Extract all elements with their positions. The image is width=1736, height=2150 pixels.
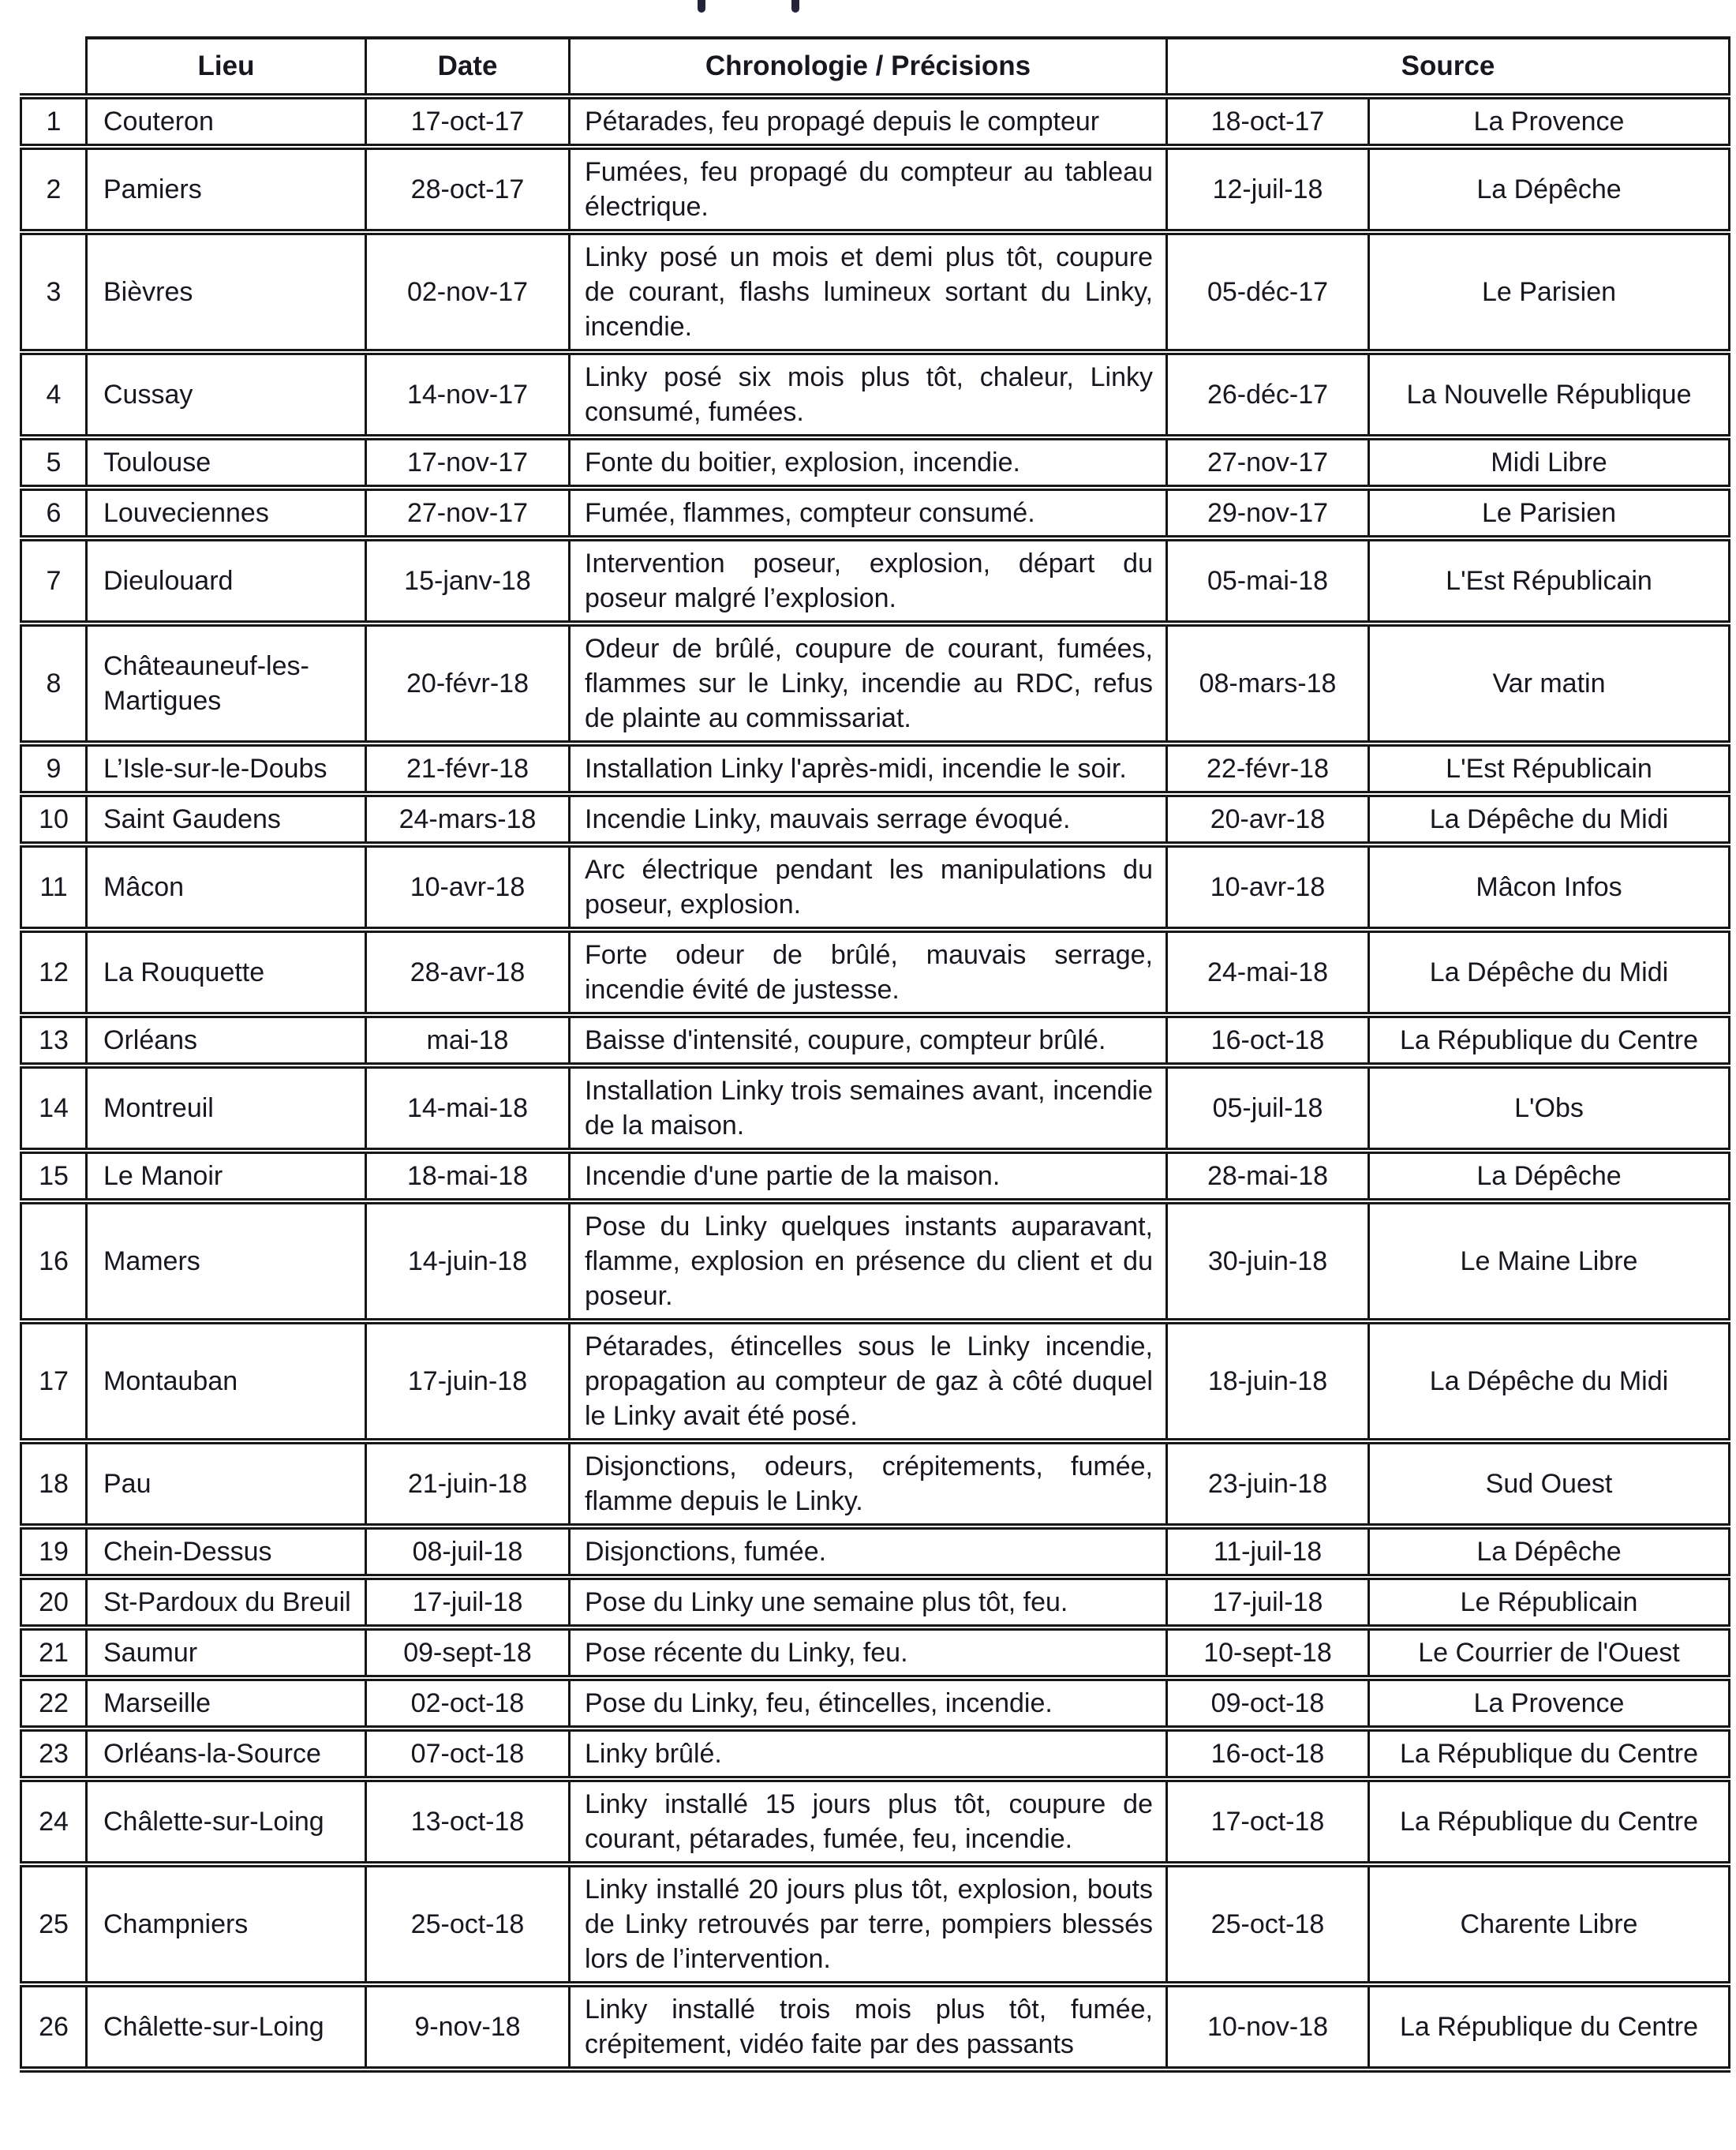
incident-date-cell: 20-févr-18	[366, 624, 570, 744]
cropped-title-fragment	[698, 0, 705, 13]
incident-date-cell: 02-nov-17	[366, 232, 570, 352]
lieu-cell: Pau	[87, 1441, 366, 1526]
source-name-cell: La Nouvelle République	[1369, 352, 1730, 437]
lieu-cell: La Rouquette	[87, 930, 366, 1015]
lieu-cell: Couteron	[87, 96, 366, 147]
incident-date-cell: 21-févr-18	[366, 744, 570, 794]
row-number-cell: 12	[21, 930, 87, 1015]
source-name-cell: Le Maine Libre	[1369, 1201, 1730, 1321]
source-name-cell: Mâcon Infos	[1369, 845, 1730, 930]
table-body	[21, 96, 1730, 2069]
source-name-cell: L'Est Républicain	[1369, 744, 1730, 794]
chronologie-cell: Pose récente du Linky, feu.	[570, 1627, 1167, 1678]
source-date-cell: 23-juin-18	[1167, 1441, 1369, 1526]
incident-date-cell: 24-mars-18	[366, 794, 570, 845]
source-date-cell: 18-oct-17	[1167, 96, 1369, 147]
table-row	[21, 1779, 1730, 1864]
chronologie-cell: Linky installé trois mois plus tôt, fumée, crépitement, vidéo faite par des passants	[570, 1984, 1167, 2069]
source-date-cell: 20-avr-18	[1167, 794, 1369, 845]
incident-date-cell: 28-oct-17	[366, 147, 570, 232]
table-row	[21, 744, 1730, 794]
source-name-cell: Var matin	[1369, 624, 1730, 744]
incident-date-cell: 17-juil-18	[366, 1577, 570, 1627]
table-row	[21, 1577, 1730, 1627]
source-name-cell: Charente Libre	[1369, 1864, 1730, 1984]
header-chronologie: Chronologie / Précisions	[570, 38, 1167, 96]
table-row	[21, 794, 1730, 845]
row-number-cell: 1	[21, 96, 87, 147]
incident-date-cell: 08-juil-18	[366, 1526, 570, 1577]
source-date-cell: 08-mars-18	[1167, 624, 1369, 744]
lieu-cell: Cussay	[87, 352, 366, 437]
incidents-table	[20, 36, 1730, 2073]
table-row	[21, 930, 1730, 1015]
chronologie-cell: Forte odeur de brûlé, mauvais serrage, incendie évité de justesse.	[570, 930, 1167, 1015]
header-empty-cell	[21, 38, 87, 96]
lieu-cell: Châteauneuf-les-Martigues	[87, 624, 366, 744]
row-number-cell: 15	[21, 1151, 87, 1201]
source-date-cell: 05-juil-18	[1167, 1066, 1369, 1151]
row-number-cell: 11	[21, 845, 87, 930]
lieu-cell: Saumur	[87, 1627, 366, 1678]
table-row	[21, 1526, 1730, 1577]
incident-date-cell: 17-oct-17	[366, 96, 570, 147]
source-date-cell: 27-nov-17	[1167, 437, 1369, 488]
incident-date-cell: 25-oct-18	[366, 1864, 570, 1984]
row-number-cell: 18	[21, 1441, 87, 1526]
source-date-cell: 09-oct-18	[1167, 1678, 1369, 1729]
chronologie-cell: Odeur de brûlé, coupure de courant, fumées, flammes sur le Linky, incendie au RDC, refus de plainte au commissariat.	[570, 624, 1167, 744]
source-name-cell: La Dépêche du Midi	[1369, 930, 1730, 1015]
header-date: Date	[366, 38, 570, 96]
chronologie-cell: Installation Linky l'après-midi, incendie le soir.	[570, 744, 1167, 794]
incident-date-cell: 02-oct-18	[366, 1678, 570, 1729]
source-name-cell: Le Parisien	[1369, 232, 1730, 352]
source-name-cell: La Dépêche	[1369, 147, 1730, 232]
table-row	[21, 96, 1730, 147]
lieu-cell: Chein-Dessus	[87, 1526, 366, 1577]
chronologie-cell: Disjonctions, odeurs, crépitements, fumée, flamme depuis le Linky.	[570, 1441, 1167, 1526]
row-number-cell: 7	[21, 538, 87, 624]
source-date-cell: 11-juil-18	[1167, 1526, 1369, 1577]
row-number-cell: 13	[21, 1015, 87, 1066]
incident-date-cell: 10-avr-18	[366, 845, 570, 930]
table-row	[21, 538, 1730, 624]
chronologie-cell: Linky posé six mois plus tôt, chaleur, Linky consumé, fumées.	[570, 352, 1167, 437]
source-date-cell: 24-mai-18	[1167, 930, 1369, 1015]
source-name-cell: Sud Ouest	[1369, 1441, 1730, 1526]
incident-date-cell: mai-18	[366, 1015, 570, 1066]
chronologie-cell: Fumée, flammes, compteur consumé.	[570, 488, 1167, 538]
source-date-cell: 30-juin-18	[1167, 1201, 1369, 1321]
row-number-cell: 3	[21, 232, 87, 352]
incident-date-cell: 07-oct-18	[366, 1729, 570, 1779]
source-date-cell: 12-juil-18	[1167, 147, 1369, 232]
header-row	[21, 38, 1730, 96]
chronologie-cell: Linky installé 15 jours plus tôt, coupure de courant, pétarades, fumée, feu, incendie.	[570, 1779, 1167, 1864]
chronologie-cell: Arc électrique pendant les manipulations du poseur, explosion.	[570, 845, 1167, 930]
source-name-cell: La République du Centre	[1369, 1779, 1730, 1864]
row-number-cell: 25	[21, 1864, 87, 1984]
row-number-cell: 19	[21, 1526, 87, 1577]
row-number-cell: 23	[21, 1729, 87, 1779]
row-number-cell: 4	[21, 352, 87, 437]
source-date-cell: 17-oct-18	[1167, 1779, 1369, 1864]
row-number-cell: 21	[21, 1627, 87, 1678]
row-number-cell: 5	[21, 437, 87, 488]
chronologie-cell: Intervention poseur, explosion, départ du poseur malgré l’explosion.	[570, 538, 1167, 624]
header-lieu: Lieu	[87, 38, 366, 96]
chronologie-cell: Pose du Linky quelques instants auparavant, flamme, explosion en présence du client et du poseur.	[570, 1201, 1167, 1321]
chronologie-cell: Linky posé un mois et demi plus tôt, coupure de courant, flashs lumineux sortant du Linky, incendie.	[570, 232, 1167, 352]
chronologie-cell: Installation Linky trois semaines avant, incendie de la maison.	[570, 1066, 1167, 1151]
chronologie-cell: Pose du Linky une semaine plus tôt, feu.	[570, 1577, 1167, 1627]
source-name-cell: L'Est Républicain	[1369, 538, 1730, 624]
row-number-cell: 24	[21, 1779, 87, 1864]
row-number-cell: 17	[21, 1321, 87, 1441]
lieu-cell: Mâcon	[87, 845, 366, 930]
lieu-cell: Châlette-sur-Loing	[87, 1779, 366, 1864]
chronologie-cell: Baisse d'intensité, coupure, compteur brûlé.	[570, 1015, 1167, 1066]
lieu-cell: Pamiers	[87, 147, 366, 232]
incident-date-cell: 9-nov-18	[366, 1984, 570, 2069]
table-row	[21, 1015, 1730, 1066]
lieu-cell: Mamers	[87, 1201, 366, 1321]
chronologie-cell: Fumées, feu propagé du compteur au tableau électrique.	[570, 147, 1167, 232]
source-name-cell: Le Parisien	[1369, 488, 1730, 538]
chronologie-cell: Fonte du boitier, explosion, incendie.	[570, 437, 1167, 488]
source-date-cell: 05-mai-18	[1167, 538, 1369, 624]
table-row	[21, 1627, 1730, 1678]
row-number-cell: 14	[21, 1066, 87, 1151]
lieu-cell: Louveciennes	[87, 488, 366, 538]
table-row	[21, 488, 1730, 538]
source-date-cell: 22-févr-18	[1167, 744, 1369, 794]
lieu-cell: Marseille	[87, 1678, 366, 1729]
source-name-cell: La République du Centre	[1369, 1015, 1730, 1066]
source-date-cell: 05-déc-17	[1167, 232, 1369, 352]
source-name-cell: Le Républicain	[1369, 1577, 1730, 1627]
cropped-title-fragment	[791, 0, 799, 13]
table-row	[21, 1678, 1730, 1729]
source-name-cell: La Dépêche	[1369, 1526, 1730, 1577]
row-number-cell: 16	[21, 1201, 87, 1321]
lieu-cell: Saint Gaudens	[87, 794, 366, 845]
source-date-cell: 26-déc-17	[1167, 352, 1369, 437]
source-date-cell: 17-juil-18	[1167, 1577, 1369, 1627]
table-row	[21, 1201, 1730, 1321]
lieu-cell: Montauban	[87, 1321, 366, 1441]
row-number-cell: 9	[21, 744, 87, 794]
source-name-cell: La Provence	[1369, 1678, 1730, 1729]
table-row	[21, 1321, 1730, 1441]
chronologie-cell: Incendie d'une partie de la maison.	[570, 1151, 1167, 1201]
source-date-cell: 28-mai-18	[1167, 1151, 1369, 1201]
table-row	[21, 1729, 1730, 1779]
lieu-cell: Orléans	[87, 1015, 366, 1066]
table-row	[21, 1984, 1730, 2069]
incident-date-cell: 14-nov-17	[366, 352, 570, 437]
source-date-cell: 10-nov-18	[1167, 1984, 1369, 2069]
table-row	[21, 1066, 1730, 1151]
incident-date-cell: 13-oct-18	[366, 1779, 570, 1864]
source-name-cell: La Dépêche du Midi	[1369, 1321, 1730, 1441]
table-header	[21, 38, 1730, 96]
incident-date-cell: 14-mai-18	[366, 1066, 570, 1151]
table-row	[21, 624, 1730, 744]
table-row	[21, 147, 1730, 232]
source-name-cell: L'Obs	[1369, 1066, 1730, 1151]
source-date-cell: 16-oct-18	[1167, 1015, 1369, 1066]
chronologie-cell: Incendie Linky, mauvais serrage évoqué.	[570, 794, 1167, 845]
source-name-cell: Le Courrier de l'Ouest	[1369, 1627, 1730, 1678]
incident-date-cell: 21-juin-18	[366, 1441, 570, 1526]
table-row	[21, 232, 1730, 352]
row-number-cell: 2	[21, 147, 87, 232]
incident-date-cell: 09-sept-18	[366, 1627, 570, 1678]
row-number-cell: 20	[21, 1577, 87, 1627]
incident-date-cell: 15-janv-18	[366, 538, 570, 624]
header-source: Source	[1167, 38, 1730, 96]
source-name-cell: La République du Centre	[1369, 1984, 1730, 2069]
incident-date-cell: 17-nov-17	[366, 437, 570, 488]
lieu-cell: Orléans-la-Source	[87, 1729, 366, 1779]
row-number-cell: 8	[21, 624, 87, 744]
incident-date-cell: 17-juin-18	[366, 1321, 570, 1441]
lieu-cell: Dieulouard	[87, 538, 366, 624]
chronologie-cell: Disjonctions, fumée.	[570, 1526, 1167, 1577]
chronologie-cell: Linky installé 20 jours plus tôt, explosion, bouts de Linky retrouvés par terre, pompiers blessés lors de l’intervention.	[570, 1864, 1167, 1984]
row-number-cell: 6	[21, 488, 87, 538]
table-row	[21, 1441, 1730, 1526]
source-date-cell: 25-oct-18	[1167, 1864, 1369, 1984]
row-number-cell: 26	[21, 1984, 87, 2069]
incident-date-cell: 28-avr-18	[366, 930, 570, 1015]
lieu-cell: Le Manoir	[87, 1151, 366, 1201]
incident-date-cell: 27-nov-17	[366, 488, 570, 538]
source-name-cell: La Provence	[1369, 96, 1730, 147]
source-name-cell: La Dépêche	[1369, 1151, 1730, 1201]
lieu-cell: Champniers	[87, 1864, 366, 1984]
chronologie-cell: Pose du Linky, feu, étincelles, incendie.	[570, 1678, 1167, 1729]
table-row	[21, 1864, 1730, 1984]
lieu-cell: St-Pardoux du Breuil	[87, 1577, 366, 1627]
row-number-cell: 10	[21, 794, 87, 845]
lieu-cell: Bièvres	[87, 232, 366, 352]
row-number-cell: 22	[21, 1678, 87, 1729]
source-name-cell: La République du Centre	[1369, 1729, 1730, 1779]
source-date-cell: 29-nov-17	[1167, 488, 1369, 538]
table-row	[21, 1151, 1730, 1201]
lieu-cell: L’Isle-sur-le-Doubs	[87, 744, 366, 794]
source-date-cell: 10-avr-18	[1167, 845, 1369, 930]
table-row	[21, 845, 1730, 930]
source-name-cell: La Dépêche du Midi	[1369, 794, 1730, 845]
source-name-cell: Midi Libre	[1369, 437, 1730, 488]
chronologie-cell: Linky brûlé.	[570, 1729, 1167, 1779]
lieu-cell: Montreuil	[87, 1066, 366, 1151]
chronologie-cell: Pétarades, feu propagé depuis le compteur	[570, 96, 1167, 147]
table-row	[21, 352, 1730, 437]
incident-date-cell: 14-juin-18	[366, 1201, 570, 1321]
lieu-cell: Toulouse	[87, 437, 366, 488]
incident-date-cell: 18-mai-18	[366, 1151, 570, 1201]
source-date-cell: 10-sept-18	[1167, 1627, 1369, 1678]
source-date-cell: 18-juin-18	[1167, 1321, 1369, 1441]
lieu-cell: Châlette-sur-Loing	[87, 1984, 366, 2069]
source-date-cell: 16-oct-18	[1167, 1729, 1369, 1779]
table-row	[21, 437, 1730, 488]
chronologie-cell: Pétarades, étincelles sous le Linky incendie, propagation au compteur de gaz à côté duquel le Linky avait été posé.	[570, 1321, 1167, 1441]
